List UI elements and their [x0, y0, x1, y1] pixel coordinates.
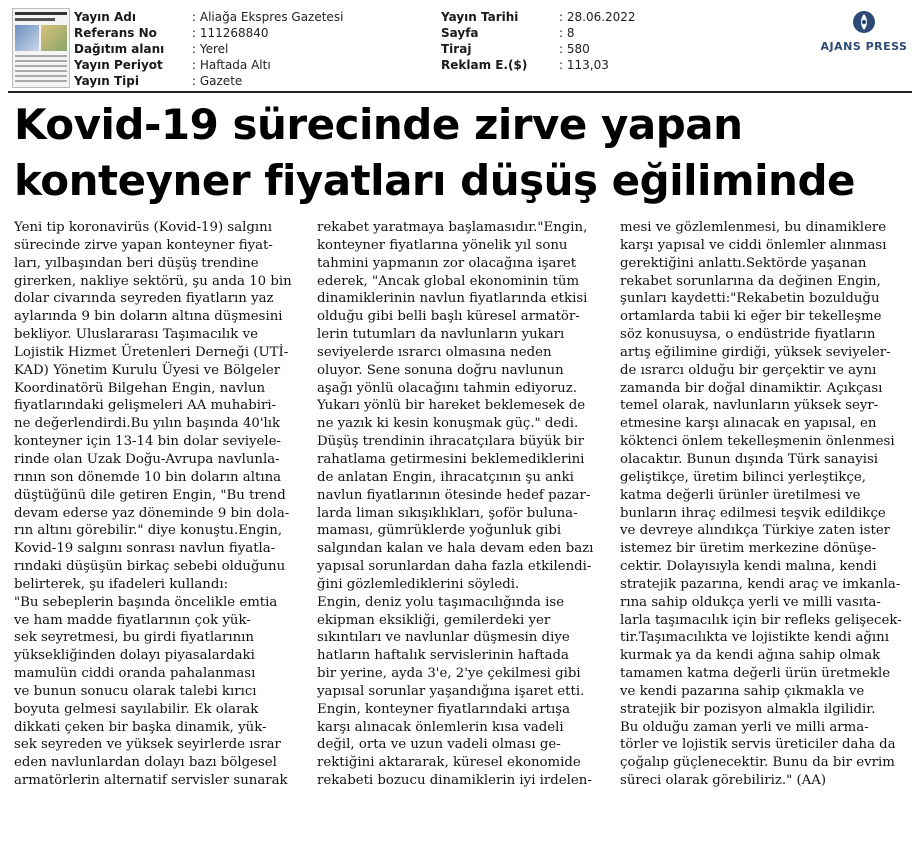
meta-value: : 580 — [559, 42, 590, 56]
meta-row — [441, 9, 636, 25]
column-text: rekabet yaratmaya başlamasıdır."Engin, konteyner fiyatlarına yönelik yıl sonu tahmini yapmanın zor olacağına işaret ederek, "Ancak global ekonominin tüm dinamiklerinin navlun fiyatlarında etkisi olduğu gibi belli başlı küresel armatör- lerin tutumları da navlunların yukarı seviyelerde ısrarcı olmasına neden oluyor. Sene sonuna doğru navlunun aşağı yönlü olacağını tahmin ediyoruz. Yukarı yönlü bir hareket beklemesek de ne yazık ki kesin konuşmak güç." dedi. Düşüş trendinin ihracatçılara büyük bir rahatlama getirmesini beklemediklerini de anlatan Engin, ihracatçının şu anki navlun fiyatlarının ötesinde hedef pazar- larda liman sıkışıklıkları, şoför buluna- maması, gümrüklerde yoğunluk gibi salgından kalan ve hala devam eden bazı yapısal sorunlardan daha fazla etkilendi- ğini gözlemlediklerini söyledi. Engin, deniz yolu taşımacılığında ise ekipman eksikliği, gemilerdeki yer sıkıntıları ve navlunlar düşmesin diye hatların haftalık servislerinin haftada bir yerine, ayda 3'e, 2'ye çekilmesi gibi yapısal sorunlar yaşandığına işaret etti. Engin, konteyner fiyatlarındaki artışa karşı alınacak önlemlerin kısa vadeli değil, orta ve uzun vadeli olması ge- rektiğini aktararak, küresel ekonomide rekabeti bozucu dinamiklerin iyi irdelen- — [317, 220, 594, 789]
meta-row — [74, 57, 343, 73]
meta-row — [74, 9, 343, 25]
meta-row — [74, 25, 343, 41]
article-column-3 — [620, 219, 909, 844]
meta-label: Tiraj — [441, 42, 472, 56]
meta-value: : Haftada Altı — [192, 58, 271, 72]
meta-value: : 28.06.2022 — [559, 10, 636, 24]
meta-value: : Yerel — [192, 42, 229, 56]
logo-text: AJANS PRESS — [820, 40, 908, 53]
meta-label: Yayın Tipi — [74, 74, 139, 88]
meta-value: : 111268840 — [192, 26, 269, 40]
meta-value: : Aliağa Ekspres Gazetesi — [192, 10, 344, 24]
meta-label: Sayfa — [441, 26, 479, 40]
meta-label: Yayın Periyot — [74, 58, 163, 72]
article-column-2 — [317, 219, 606, 844]
article-column-1 — [14, 219, 303, 844]
clipping-header — [0, 0, 920, 92]
page-thumbnail[interactable] — [12, 8, 70, 88]
meta-label: Reklam E.($) — [441, 58, 528, 72]
column-text: mesi ve gözlemlenmesi, bu dinamiklere karşı yapısal ve ciddi önlemler alınması gerektiğini anlattı.Sektörde yaşanan rekabet sorunlarına da değinen Engin, şunları kaydetti:"Rekabetin bozulduğu ortamlarda tabii ki eğer bir tekelleşme söz konusuysa, o endüstride fiyatların artış eğilimine girdiği, yüksek seviyeler- de ısrarcı olduğu bir gerçektir ve aynı zamanda bir doğal dinamiktir. Açıkçası temel olarak, navlunların yüksek seyr- etmesine karşı alınacak en yapısal, en köktenci önlem tekelleşmenin önlenmesi olacaktır. Bunun dışında Türk sanayisi geliştikçe, üretim bilinci yerleştikçe, katma değerli ürünler üretilmesi ve bunların ihraç edilmesi teşvik edildikçe ve devreye alındıkça Türkiye zaten ister istemez bir üretim merkezine dönüşe- cektir. Dolayısıyla kendi malına, kendi stratejik pazarına, kendi araç ve imkanla- rına sahip oldukça yerli ve milli vasıta- larla taşımacılık için bir refleks gelişecek- tir.Taşımacılıkta ve lojistikte kendi ağını kurmak ya da kendi ağına sahip olmak tamamen katma değerli ürün üretmekle ve kendi pazarına sahip çıkmakla ve stratejik bir pozisyon almakla ilgilidir. Bu olduğu zaman yerli ve milli arma- törler ve lojistik servis üreticiler daha da çoğalıp güçlenecektir. Bunu da bir evrim süreci olarak görebiliriz." (AA) — [620, 220, 902, 789]
article-headline — [14, 97, 914, 209]
meta-label: Yayın Tarihi — [441, 10, 519, 24]
headline-line-2: konteyner fiyatları düşüş eğiliminde — [14, 156, 855, 205]
headline-line-1: Kovid-19 sürecinde zirve yapan — [14, 100, 743, 149]
meta-label: Referans No — [74, 26, 157, 40]
meta-label: Dağıtım alanı — [74, 42, 165, 56]
header-divider — [8, 91, 912, 93]
publication-meta-left — [74, 9, 343, 89]
meta-row — [74, 41, 343, 57]
article-body — [14, 219, 910, 844]
meta-row — [441, 25, 636, 41]
column-text: Yeni tip koronavirüs (Kovid-19) salgını sürecinde zirve yapan konteyner fiyat- ları, yılbaşından beri düşüş trendine girerken, nakliye sektörü, şu anda 10 bin dolar civarında seyreden fiyatların yaz aylarında 9 bin doların altına düşmesini bekliyor. Uluslararası Taşımacılık ve Lojistik Hizmet Üretenleri Derneği (UTİ- KAD) Yönetim Kurulu Üyesi ve Bölgeler Koordinatörü Bilgehan Engin, navlun fiyatlarındaki gelişmeleri AA muhabiri- ne değerlendirdi.Bu yılın başında 40'lık konteyner için 13-14 bin dolar seviyele- rinde olan Uzak Doğu-Avrupa navlunla- rının son dönemde 10 bin doların altına düştüğünü dile getiren Engin, "Bu trend devam ederse yaz döneminde 9 bin dola- rın altını görebilir." diye konuştu.Engin, Kovid-19 salgını sonrası navlun fiyatla- rındaki düşüşün birkaç sebebi olduğunu belirterek, şu ifadeleri kullandı: "Bu sebeplerin başında öncelikle emtia ve ham madde fiyatlarının çok yük- sek seyretmesi, bu girdi fiyatlarının yüksekliğinden dolayı piyasalardaki mamulün ciddi oranda pahalanması ve bunun sonucu olarak talebi kırıcı boyuta gelmesi sayılabilir. Ek olarak dikkati çeken bir başka dinamik, yük- sek seyreden ve yüksek seyirlerde ısrar eden navlunlardan dolayı bazı bölgesel armatörlerin alternatif servisler sunarak — [14, 220, 292, 789]
meta-value: : Gazete — [192, 74, 243, 88]
ajans-press-logo — [816, 10, 912, 56]
meta-value: : 8 — [559, 26, 575, 40]
meta-row — [74, 73, 343, 89]
meta-row — [441, 57, 636, 73]
publication-meta-right — [441, 9, 636, 73]
meta-label: Yayın Adı — [74, 10, 136, 24]
ajans-press-logo-icon — [852, 10, 876, 34]
meta-value: : 113,03 — [559, 58, 609, 72]
meta-row — [441, 41, 636, 57]
